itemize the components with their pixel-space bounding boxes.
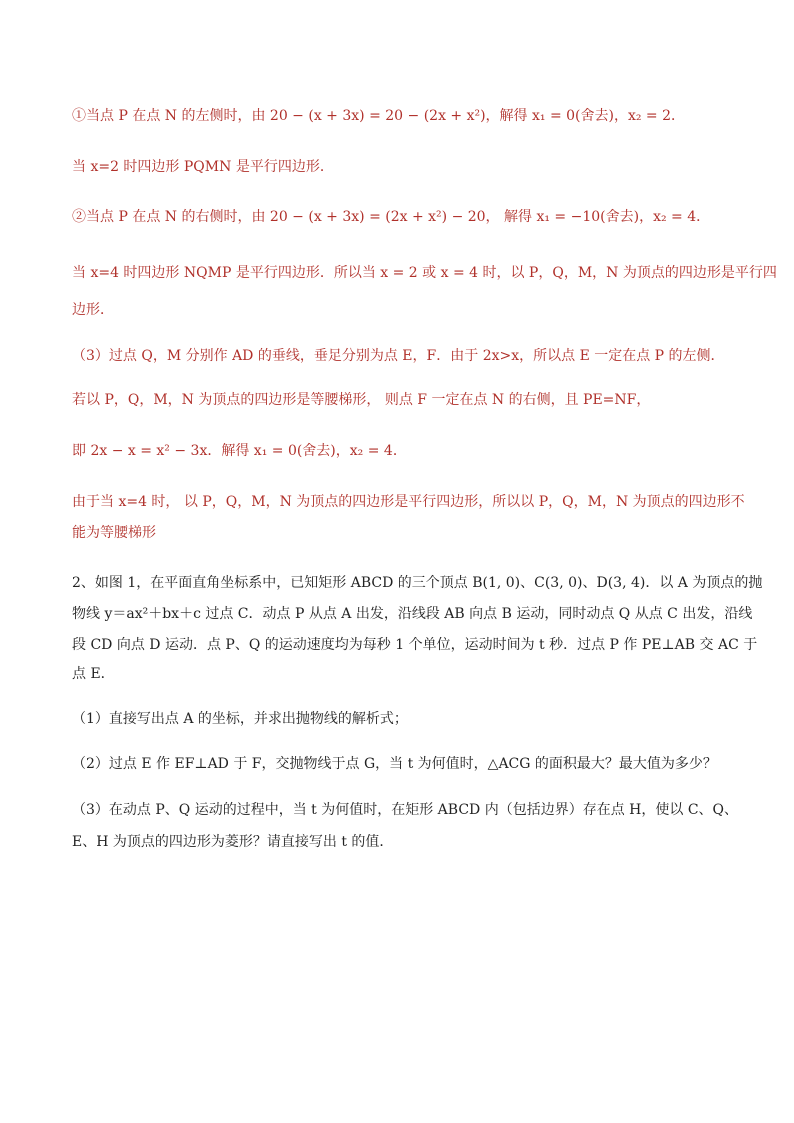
- solution-case2: ②当点 P 在点 N 的右侧时，由 20 − (x + 3x) = (2x + x²) − 20， 解得 x₁ = −10(舍去)，x₂ = 4．: [72, 209, 711, 225]
- solution-case1: ①当点 P 在点 N 的左侧时，由 20 − (x + 3x) = 20 − (2x + x²)，解得 x₁ = 0(舍去)，x₂ = 2．: [72, 108, 686, 124]
- solution-part3-conclusion-cont: 能为等腰梯形: [72, 525, 156, 541]
- problem2-question-3-cont: E、H 为顶点的四边形为菱形？请直接写出 t 的值．: [72, 834, 394, 850]
- solution-part3-intro: （3）过点 Q，M 分别作 AD 的垂线，垂足分别为点 E，F．由于 2x>x，所以点 E 一定在点 P 的左侧．: [72, 348, 725, 364]
- problem2-question-3: （3）在动点 P、Q 运动的过程中，当 t 为何值时，在矩形 ABCD 内（包括边界）存在点 H，使以 C、Q、: [72, 802, 739, 818]
- problem2-question-2: （2）过点 E 作 EF⊥AD 于 F，交抛物线于点 G，当 t 为何值时，△ACG 的面积最大？最大值为多少？: [72, 756, 717, 772]
- problem2-stem-line2: 物线 y＝ax²＋bx＋c 过点 C．动点 P 从点 A 出发，沿线段 AB 向点 B 运动，同时动点 Q 从点 C 出发，沿线: [72, 606, 753, 622]
- solution-part3-condition: 若以 P，Q，M，N 为顶点的四边形是等腰梯形， 则点 F 一定在点 N 的右侧，且 PE=NF，: [72, 392, 651, 408]
- solution-case1-conclusion: 当 x=2 时四边形 PQMN 是平行四边形．: [72, 159, 334, 175]
- problem2-stem-line4: 点 E．: [72, 666, 115, 682]
- problem2-question-1: （1）直接写出点 A 的坐标，并求出抛物线的解析式；: [72, 711, 408, 727]
- solution-part3-conclusion: 由于当 x=4 时， 以 P，Q，M，N 为顶点的四边形是平行四边形，所以以 P，Q，M，N 为顶点的四边形不: [72, 494, 745, 510]
- solution-case2-conclusion: 当 x=4 时四边形 NQMP 是平行四边形．所以当 x = 2 或 x = 4 时，以 P，Q，M，N 为顶点的四边形是平行四: [72, 265, 777, 281]
- problem2-stem-line3: 段 CD 向点 D 运动．点 P、Q 的运动速度均为每秒 1 个单位，运动时间为 t 秒．过点 P 作 PE⊥AB 交 AC 于: [72, 637, 758, 653]
- solution-part3-equation: 即 2x − x = x² − 3x．解得 x₁ = 0(舍去)，x₂ = 4．: [72, 443, 407, 459]
- problem2-stem-line1: 2、如图 1，在平面直角坐标系中，已知矩形 ABCD 的三个顶点 B(1, 0)、C(3, 0)、D(3, 4)．以 A 为顶点的抛: [72, 575, 763, 591]
- solution-case2-conclusion-cont: 边形．: [72, 302, 114, 318]
